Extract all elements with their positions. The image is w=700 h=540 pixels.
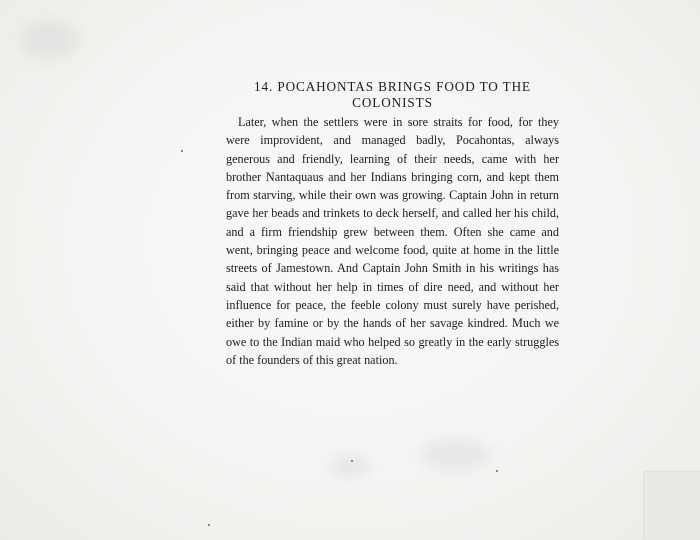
paper-speck xyxy=(496,470,498,472)
paper-speck xyxy=(208,524,210,526)
chapter-title: 14. POCAHONTAS BRINGS FOOD TO THE COLONISTS xyxy=(253,79,532,110)
paper-stain xyxy=(330,455,370,477)
body-paragraph: Later, when the settlers were in sore straits for food, for they were improvident, and managed badly, Pocahontas, always generous and friendly, learning of their needs, came with her brother Nantaquaus and her Indians bringing corn, and kept them from starving, while their own was growing. Captain John in return gave her beads and trinkets to deck herself, and called her his child, and a firm friendship grew between them. Often she came and went, bringing peace and welcome food, quite at home in the little streets of Jamestown. And Captain John Smith in his writings has said that without her help in times of dire need, and without her influence for peace, the feeble colony must surely have perished, either by famine or by the hands of her savage kindred. Much we owe to the Indian maid who helped so greatly in the early struggles of the founders of this great nation. xyxy=(226,115,559,367)
paper-stain xyxy=(20,20,80,60)
paper-speck xyxy=(181,150,183,152)
page-corner-tab xyxy=(643,471,700,540)
paper-stain xyxy=(420,440,490,470)
paper-speck xyxy=(351,460,353,462)
